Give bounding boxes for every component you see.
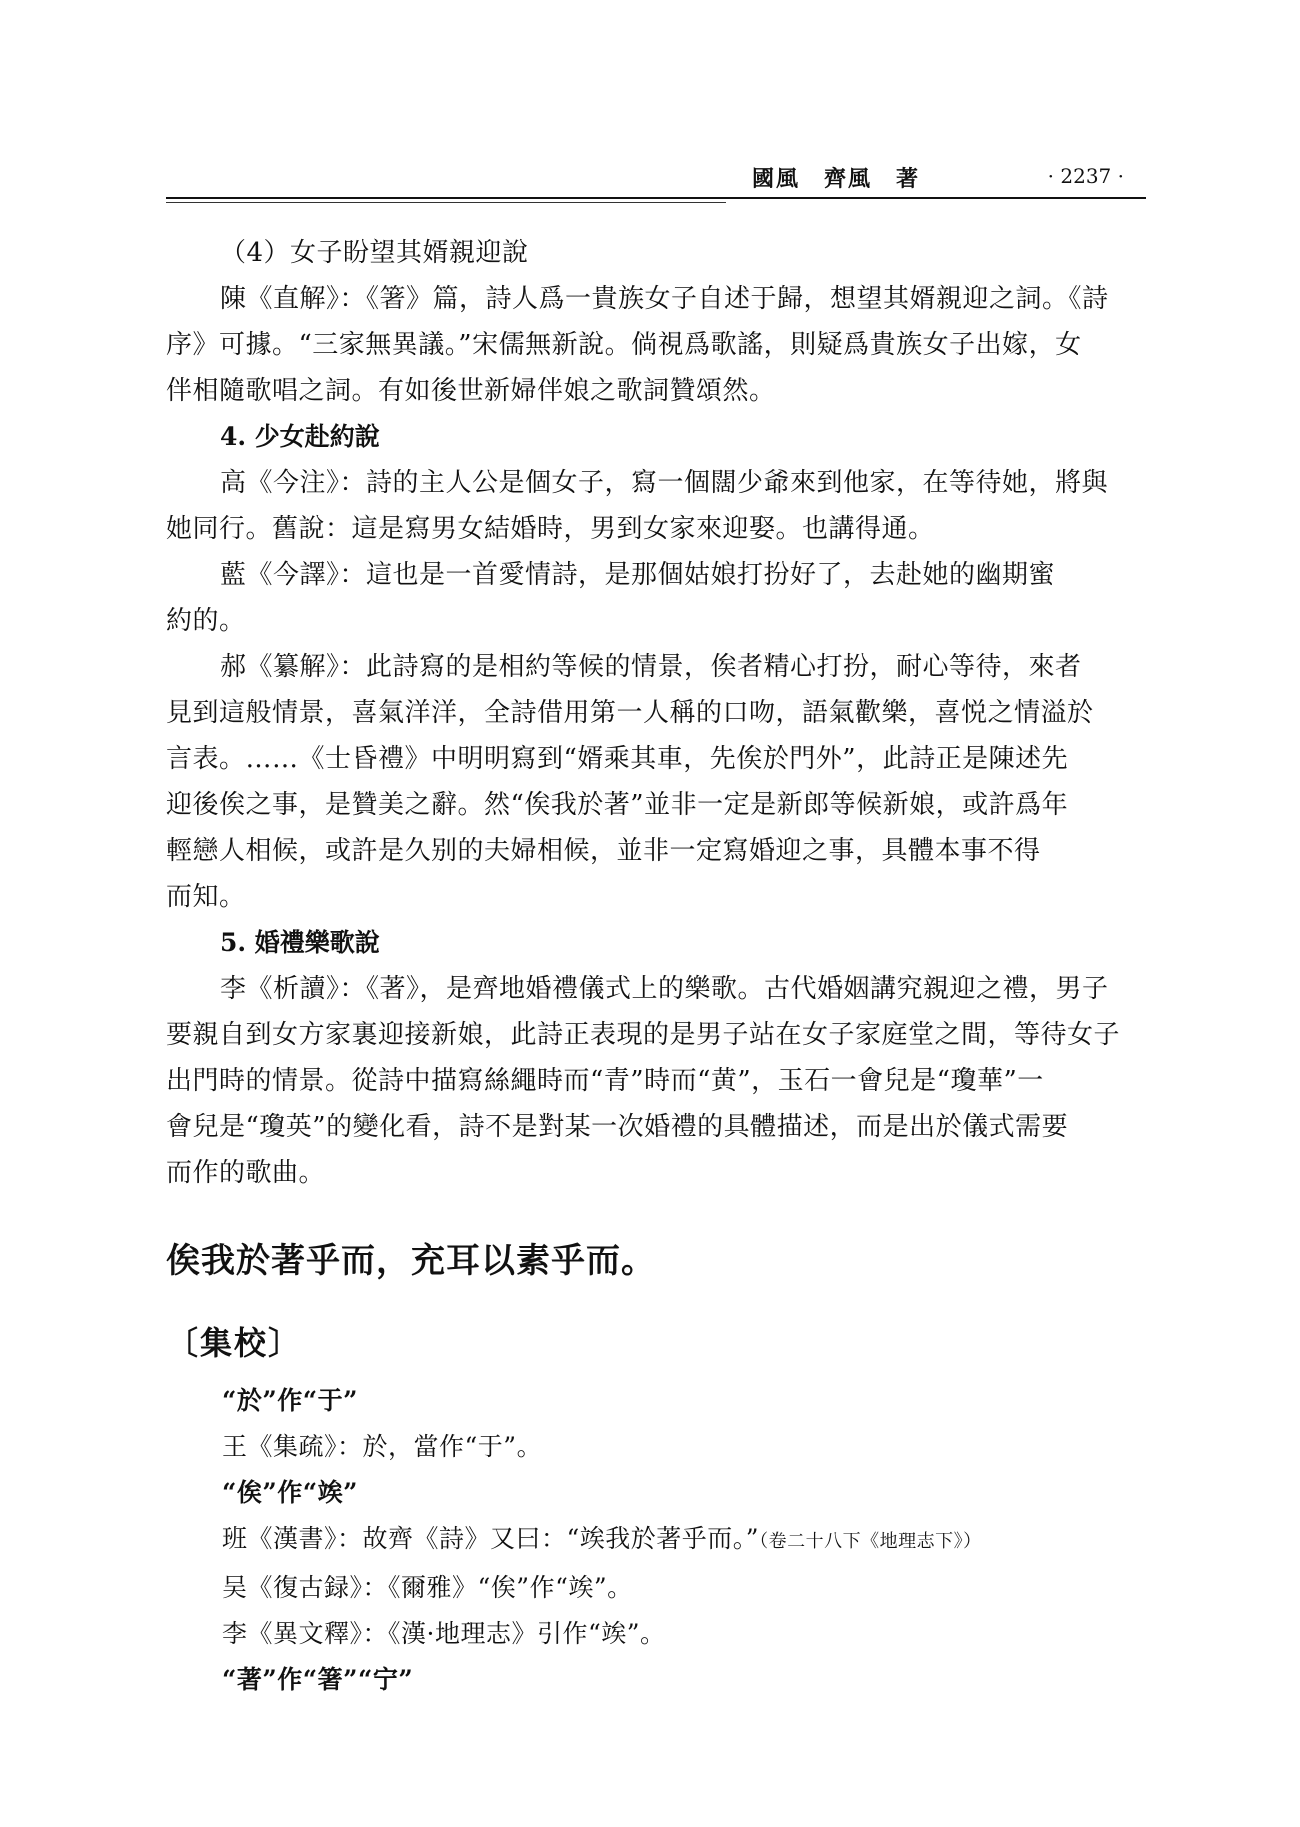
- page-number: · 2237 ·: [1047, 164, 1124, 188]
- text-line: 而作的歌曲。: [166, 1158, 326, 1188]
- text-line: 約的。: [166, 606, 246, 636]
- citation-main: 班《漢書》：故齊《詩》又曰：“竢我於著乎而。”: [222, 1524, 760, 1553]
- paragraph-hao: [166, 644, 1151, 920]
- section-heading-4: 4. 少女赴約說: [220, 422, 380, 451]
- text-line: 會兒是“瓊英”的變化看，詩不是對某一次婚禮的具體描述，而是出於儀式需要: [166, 1112, 1069, 1142]
- text-line: 藍《今譯》：這也是一首愛情詩，是那個姑娘打扮好了，去赴她的幽期蜜: [220, 560, 1056, 590]
- text-line: 序》可據。“三家無異議。”宋儒無新說。倘視爲歌謠，則疑爲貴族女子出嫁，女: [166, 330, 1082, 360]
- text-line: 高《今注》：詩的主人公是個女子，寫一個闊少爺來到他家，在等待她，將與: [220, 468, 1109, 498]
- citation-line: 李《異文釋》：《漢·地理志》引作“竢”。: [222, 1619, 666, 1648]
- text-line: 李《析讀》：《著》，是齊地婚禮儀式上的樂歌。古代婚姻講究親迎之禮，男子: [220, 974, 1109, 1004]
- text-line: 迎後俟之事，是贊美之辭。然“俟我於著”並非一定是新郎等候新娘，或許爲年: [166, 790, 1069, 820]
- citation-line: 王《集疏》：於，當作“于”。: [222, 1432, 543, 1461]
- header-rule: [166, 197, 1146, 199]
- variant-heading: “著”作“箸”“宁”: [222, 1665, 414, 1694]
- header-rule-thin: [166, 202, 726, 203]
- poem-verse: 俟我於著乎而，充耳以素乎而。: [166, 1241, 656, 1281]
- text-line: 伴相隨歌唱之詞。有如後世新婦伴娘之歌詞贊頌然。: [166, 376, 776, 406]
- text-line: 輕戀人相候，或許是久别的夫婦相候，並非一定寫婚迎之事，具體本事不得: [166, 836, 1041, 866]
- text-line: 見到這般情景，喜氣洋洋，全詩借用第一人稱的口吻，語氣歡樂，喜悦之情溢於: [166, 698, 1094, 728]
- section-title-jixiao: 〔集校〕: [166, 1324, 303, 1362]
- text-line: 出門時的情景。從詩中描寫絲繩時而“青”時而“黄”，玉石一會兒是“瓊華”一: [166, 1066, 1044, 1096]
- paragraph-gao: [166, 460, 1151, 552]
- paragraph-lan: [166, 552, 1151, 644]
- citation-line: [222, 1516, 1142, 1565]
- text-line: 要親自到女方家裏迎接新娘，此詩正表現的是男子站在女子家庭堂之間，等待女子: [166, 1020, 1121, 1050]
- jixiao-content: [222, 1378, 1142, 1703]
- text-line: 而知。: [166, 882, 246, 912]
- variant-heading: “俟”作“竢”: [222, 1478, 359, 1507]
- subsection-heading-4: （4）女子盼望其婿親迎說: [220, 238, 529, 268]
- section-heading-5: 5. 婚禮樂歌說: [220, 928, 380, 957]
- body-text: [166, 230, 1151, 1196]
- text-line: 言表。……《士昏禮》中明明寫到“婿乘其車，先俟於門外”，此詩正是陳述先: [166, 744, 1069, 774]
- text-line: 郝《纂解》：此詩寫的是相約等候的情景，俟者精心打扮，耐心等待，來者: [220, 652, 1082, 682]
- text-line: 她同行。舊說：這是寫男女結婚時，男到女家來迎娶。也講得通。: [166, 514, 935, 544]
- text-line: 陳《直解》：《箸》篇，詩人爲一貴族女子自述于歸，想望其婿親迎之詞。《詩: [220, 284, 1109, 314]
- paragraph-li: [166, 966, 1151, 1196]
- paragraph-chen: [166, 276, 1151, 414]
- running-header: [166, 162, 1146, 198]
- citation-line: 吴《復古録》：《爾雅》“俟”作“竢”。: [222, 1573, 633, 1602]
- running-header-title: 國風 齊風 著: [752, 166, 921, 192]
- citation-note: （卷二十八下《地理志下》）: [759, 1531, 982, 1552]
- variant-heading: “於”作“于”: [222, 1386, 359, 1415]
